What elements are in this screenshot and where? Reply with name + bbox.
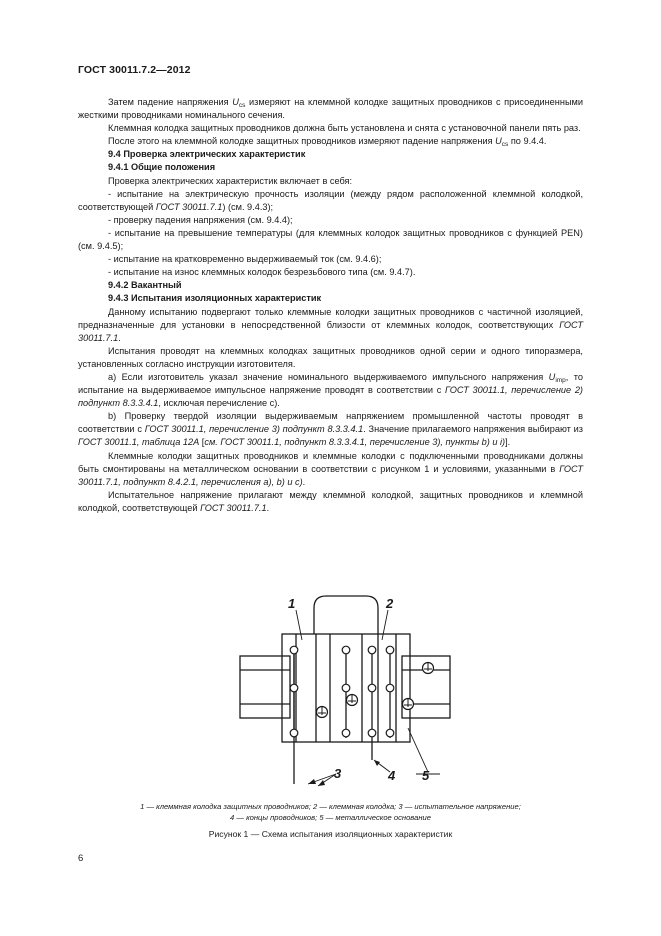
legend-line-2: 4 — концы проводников; 5 — металлическое основание [230,813,431,822]
paragraph: Испытательное напряжение прилагают между клеммной колодкой, защитных проводников и клеммной колодкой, соответствующей ГОСТ 30011.7.1. [78,489,583,513]
body-text [78,96,583,515]
list-item: - испытание на кратковременно выдерживаемый ток (см. 9.4.6); [108,254,382,265]
paragraph: b) Проверку твердой изоляции выдерживаемым напряжением промышленной частоты проводят в соответствии с ГОСТ 30011.1, перечисление 3) подпункт 8.3.3.4.1. Значение прилагаемого напряжения выбирают из ГОСТ 30011.1, таблица 12A [см. ГОСТ 30011.1, подпункт 8.3.3.4.1, перечисление 3), пункты b) и i)]. [78,411,583,448]
loop-wire [314,596,378,634]
section-heading: 9.4 Проверка электрических характеристик [108,149,306,160]
paragraph: Клеммные колодки защитных проводников и клеммные колодки с подключенными проводниками должны быть смонтированы на металлическом основании в соответствии с рисунком 1 и условиями, указанными в ГОСТ 30011.7.1, подпункт 8.4.2.1, перечисления a), b) и c). [78,450,583,487]
paragraph: Данному испытанию подвергают только клеммные колодки защитных проводников с частичной изоляцией, предназначенные для установки в непосредственной близости от клеммных колодок, соответствующих ГОСТ 30011.7.1. [78,306,583,343]
page-number: 6 [78,853,84,864]
paragraph: Испытания проводят на клеммных колодках защитных проводников одной серии и одного типоразмера, установленных согласно инструкции изготовителя. [78,345,583,369]
list-item: - испытание на превышение температуры (для клеммных колодок защитных проводников с функцией PEN) (см. 9.4.5); [78,227,583,252]
label-5: 5 [422,768,430,783]
paragraph: a) Если изготовитель указал значение номинального выдерживаемого импульсного напряжения $U_{imp}$, то испытание на выдерживаемое импульсное напряжение проводят в соответствии с ГОСТ 30011.1, перечисление 2) подпункт 8.3.3.4.1, исключая перечисление c). [78,371,583,409]
paragraph: Клеммная колодка защитных проводников должна быть установлена и снята с установочной панели пять раз. [108,123,581,134]
label-4: 4 [388,768,396,783]
document-header: ГОСТ 30011.7.2—2012 [78,64,191,76]
list-item: - проверку падения напряжения (см. 9.4.4); [108,214,293,225]
subsection-heading: 9.4.2 Вакантный [108,280,182,291]
test-scheme-drawing [230,588,460,788]
paragraph: Затем падение напряжения $U_{cs}$ измеряют на клеммной колодке защитных проводников с присоединенными жесткими проводниками номинального сечения. [78,97,583,121]
subsection-heading: 9.4.1 Общие положения [108,162,216,173]
figure-legend [78,801,583,823]
list-item: - испытание на износ клеммных колодок безрезьбового типа (см. 9.4.7). [108,267,416,278]
legend-line-1: 1 — клеммная колодка защитных проводников; 2 — клеммная колодка; 3 — испытательное напряжение; [140,802,521,811]
paragraph: После этого на клеммной колодке защитных проводников измеряют падение напряжения $U_{cs}$ по 9.4.4. [108,136,547,149]
label-2: 2 [386,596,394,611]
figure-1-diagram [230,588,460,788]
paragraph: Проверка электрических характеристик включает в себя: [108,175,353,186]
label-3: 3 [334,766,342,781]
list-item: - испытание на электрическую прочность изоляции (между рядом расположенной клеммной колодкой, соответствующей ГОСТ 30011.7.1) (см. 9.4.3); [78,188,583,212]
figure-title: Рисунок 1 — Схема испытания изоляционных характеристик [208,829,453,839]
label-1: 1 [288,596,296,611]
subsection-heading: 9.4.3 Испытания изоляционных характеристик [108,293,322,304]
